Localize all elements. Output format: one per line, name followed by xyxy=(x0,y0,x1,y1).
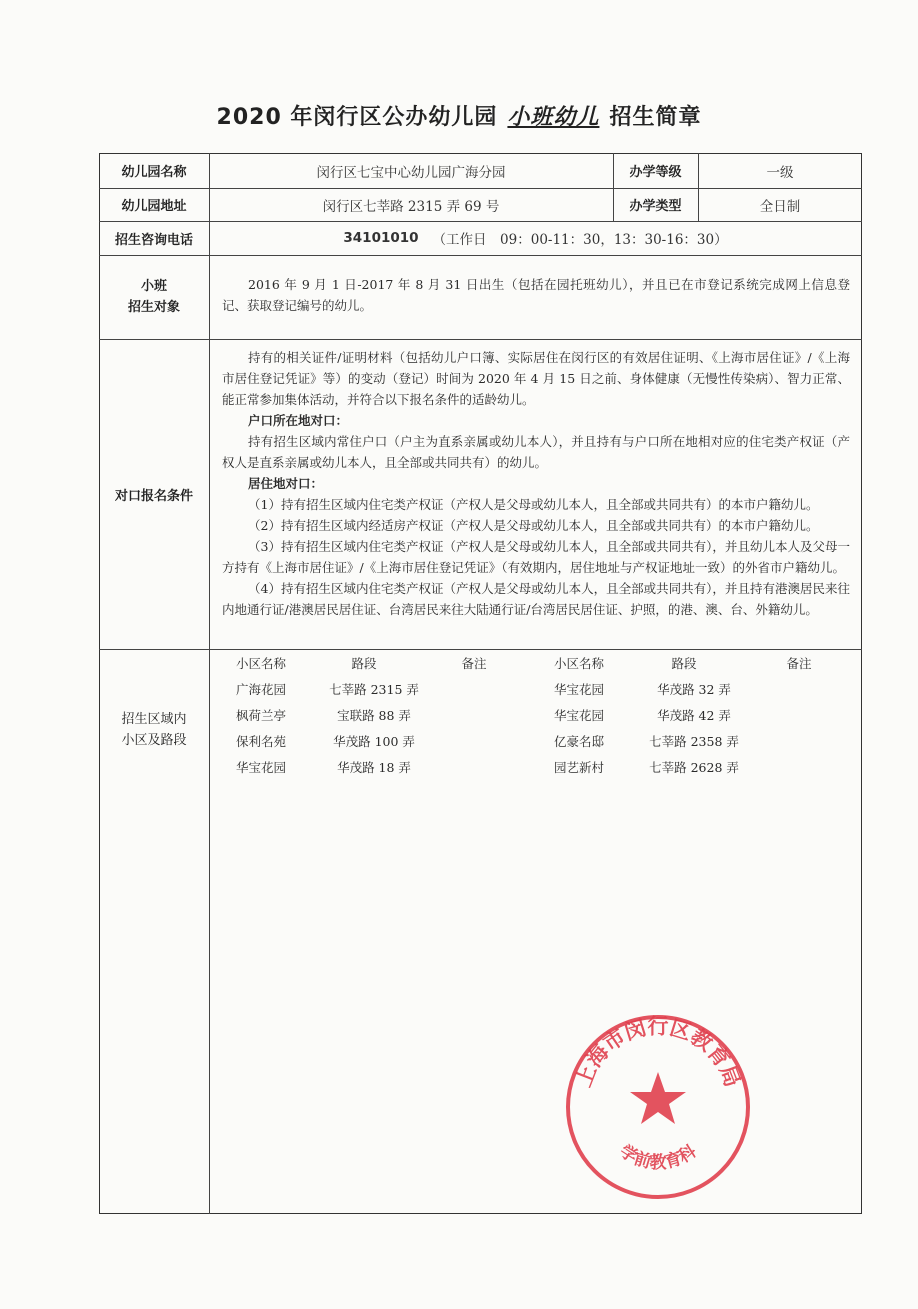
community-table xyxy=(209,649,862,779)
right-row-2-community: 华宝花园 xyxy=(553,708,604,723)
phone-label: 招生咨询电话 xyxy=(114,232,193,248)
left-row-3-road: 华茂路 100 弄 xyxy=(333,734,415,749)
conditions-label: 对口报名条件 xyxy=(114,488,193,504)
school-level-value: 一级 xyxy=(766,164,794,181)
left-row-4-community: 华宝花园 xyxy=(235,760,286,775)
header-note-left: 备注 xyxy=(461,656,487,671)
kindergarten-name-label: 幼儿园名称 xyxy=(121,165,187,180)
right-row-3-community: 亿豪名邸 xyxy=(553,734,604,749)
right-row-3-road: 七莘路 2358 弄 xyxy=(649,734,739,749)
seal-star-icon xyxy=(630,1072,686,1124)
school-type-label: 办学类型 xyxy=(629,199,682,214)
kindergarten-name-value: 闵行区七宝中心幼儿园广海分园 xyxy=(316,164,506,181)
condition-item-3: （3）持有招生区域内住宅类产权证（产权人是父母或幼儿本人，且全部或共同共有），并且幼儿本人及父母一方持有《上海市居住证》/《上海市居住登记凭证》（有效期内，居住地址与产权证地址一致）的外省市户籍幼儿。 xyxy=(222,539,850,575)
area-label-line2: 小区及路段 xyxy=(121,733,187,748)
right-row-4-community: 园艺新村 xyxy=(553,760,604,775)
kindergarten-address-value: 闵行区七莘路 2315 弄 69 号 xyxy=(322,198,500,215)
title-prefix: 2020 年闵行区公办幼儿园 xyxy=(216,105,498,130)
header-community-right: 小区名称 xyxy=(553,656,604,671)
right-row-2-road: 华茂路 42 弄 xyxy=(657,708,731,723)
left-row-2-road: 宝联路 88 弄 xyxy=(337,708,411,723)
official-seal xyxy=(563,1012,753,1202)
seal-bottom-text: 学前教育科 xyxy=(615,1141,701,1174)
page-title xyxy=(0,100,918,131)
title-suffix: 招生简章 xyxy=(609,105,702,130)
condition-item-2: （2）持有招生区域内经适房产权证（产权人是父母或幼儿本人，且全部或共同共有）的本市户籍幼儿。 xyxy=(248,518,819,533)
left-row-4-road: 华茂路 18 弄 xyxy=(337,760,411,775)
area-label xyxy=(99,690,209,770)
phone-value xyxy=(209,221,862,255)
conditions-intro: 持有的相关证件/证明材料（包括幼儿户口簿、实际居住在闵行区的有效居住证明、《上海市居住证》/《上海市居住登记凭证》等）的变动（登记）时间为 2020 年 4 月 15 日之前、身体健康（无慢性传染病）、智力正常、能正常参加集体活动，并符合以下报名条件的适龄幼儿。 xyxy=(222,350,850,407)
condition-item-4: （4）持有招生区域内住宅类产权证（产权人是父母或幼儿本人，且全部或共同共有），并且持有港澳居民来往内地通行证/港澳居民居住证、台湾居民来往大陆通行证/台湾居民居住证、护照，的港、澳、台、外籍幼儿。 xyxy=(222,581,850,617)
hukou-text: 持有招生区域内常住户口（户主为直系亲属或幼儿本人），并且持有与户口所在地相对应的住宅类产权证（产权人是直系亲属或幼儿本人，且全部或共同共有）的幼儿。 xyxy=(222,434,850,470)
phone-number: 34101010 xyxy=(343,230,419,246)
header-community-left: 小区名称 xyxy=(235,656,286,671)
left-row-3-community: 保利名苑 xyxy=(235,734,286,749)
phone-hours: （工作日 09：00-11：30，13：30-16：30） xyxy=(432,232,728,248)
condition-item-1: （1）持有招生区域内住宅类产权证（产权人是父母或幼儿本人，且全部或共同共有）的本市户籍幼儿。 xyxy=(248,497,819,512)
right-row-1-road: 华茂路 32 弄 xyxy=(657,682,731,697)
title-highlight: 小班幼儿 xyxy=(507,105,600,130)
row-divider xyxy=(99,255,862,256)
target-label-line1: 小班 xyxy=(140,279,167,294)
right-row-1-community: 华宝花园 xyxy=(553,682,604,697)
target-description: 2016 年 9 月 1 日-2017 年 8 月 31 日出生（包括在园托班幼儿），并且已在市登记系统完成网上信息登记、获取登记编号的幼儿。 xyxy=(222,277,850,313)
right-row-4-road: 七莘路 2628 弄 xyxy=(649,760,739,775)
hukou-heading: 户口所在地对口： xyxy=(248,413,349,428)
header-road-left: 路段 xyxy=(351,656,377,671)
target-label xyxy=(99,255,209,339)
row-divider xyxy=(99,339,862,340)
header-note-right: 备注 xyxy=(786,656,812,671)
seal-top-text: 上海市闵行区教育局 xyxy=(570,1013,746,1091)
school-level-label: 办学等级 xyxy=(629,165,682,180)
conditions-text xyxy=(222,347,850,620)
target-label-line2: 招生对象 xyxy=(127,300,180,315)
left-row-1-community: 广海花园 xyxy=(235,682,286,697)
target-text xyxy=(222,274,850,316)
left-row-2-community: 枫荷兰亭 xyxy=(235,708,286,723)
area-label-line1: 招生区域内 xyxy=(121,712,187,727)
kindergarten-address-label: 幼儿园地址 xyxy=(121,199,187,214)
left-row-1-road: 七莘路 2315 弄 xyxy=(329,682,419,697)
school-type-value: 全日制 xyxy=(759,198,801,215)
header-road-right: 路段 xyxy=(671,656,697,671)
residence-heading: 居住地对口： xyxy=(248,476,324,491)
